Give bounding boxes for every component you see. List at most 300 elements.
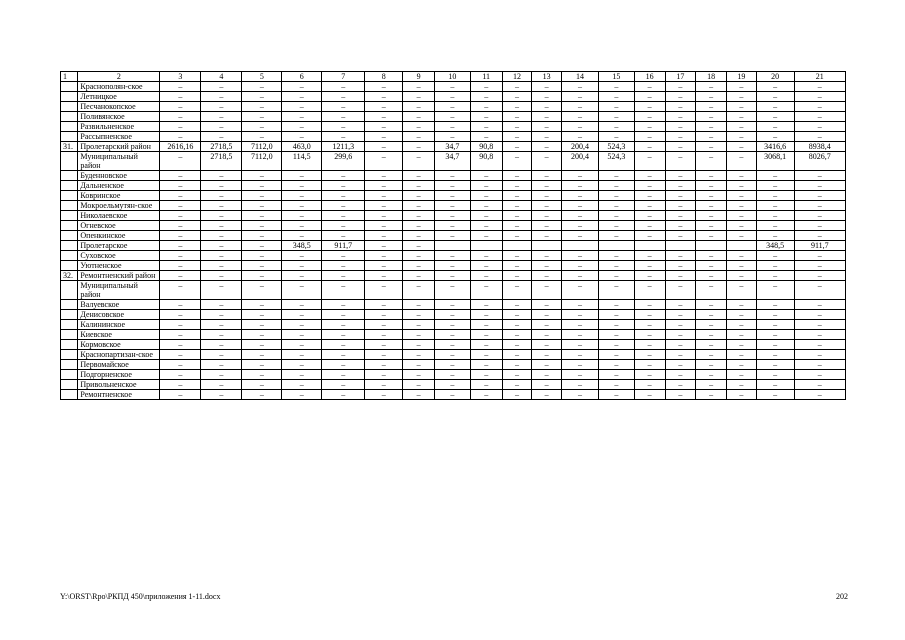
table-cell: – [365, 300, 403, 310]
table-cell: – [322, 102, 365, 112]
table-cell: – [696, 201, 727, 211]
table-cell: – [794, 201, 845, 211]
table-cell: – [665, 201, 696, 211]
table-cell: – [598, 350, 634, 360]
table-cell: – [282, 271, 322, 281]
table-cell: – [794, 92, 845, 102]
table-cell: – [322, 370, 365, 380]
table-cell: – [242, 102, 282, 112]
table-cell: – [794, 390, 845, 400]
table-cell: – [434, 251, 470, 261]
table-cell: – [756, 82, 794, 92]
table-cell: – [282, 390, 322, 400]
table-cell: – [201, 201, 242, 211]
row-name: Рассыпненское [78, 132, 160, 142]
table-cell: – [322, 181, 365, 191]
row-number [61, 310, 78, 320]
row-number [61, 251, 78, 261]
table-cell: – [665, 142, 696, 152]
row-name: Огневское [78, 221, 160, 231]
table-cell: – [502, 132, 532, 142]
table-cell: – [322, 112, 365, 122]
table-cell: – [403, 261, 435, 271]
table-cell: – [434, 380, 470, 390]
table-cell: – [242, 370, 282, 380]
row-name: Дальненское [78, 181, 160, 191]
table-cell: – [322, 171, 365, 181]
table-cell: – [242, 261, 282, 271]
table-cell: – [665, 102, 696, 112]
table-cell: – [434, 191, 470, 201]
table-cell: – [502, 112, 532, 122]
table-cell: – [403, 132, 435, 142]
table-cell: – [598, 330, 634, 340]
table-cell: – [598, 310, 634, 320]
table-cell: – [726, 350, 756, 360]
table-cell: 348,5 [756, 241, 794, 251]
table-cell: – [470, 181, 502, 191]
table-cell: – [634, 340, 665, 350]
table-cell [726, 241, 756, 251]
table-cell: – [502, 380, 532, 390]
table-cell: – [598, 231, 634, 241]
table-cell: – [242, 171, 282, 181]
table-cell: – [532, 320, 562, 330]
column-header: 9 [403, 72, 435, 82]
table-cell: – [434, 201, 470, 211]
table-row [61, 360, 846, 370]
table-cell: – [201, 171, 242, 181]
table-cell: – [726, 181, 756, 191]
row-name: Пролетарский район [78, 142, 160, 152]
table-cell: – [665, 390, 696, 400]
table-cell: – [282, 251, 322, 261]
row-name: Ремонтненское [78, 390, 160, 400]
table-cell: – [665, 112, 696, 122]
table-cell: – [634, 300, 665, 310]
table-cell: – [502, 191, 532, 201]
table-cell: – [696, 340, 727, 350]
table-cell: – [562, 132, 599, 142]
table-cell: – [282, 300, 322, 310]
table-cell: – [160, 390, 201, 400]
table-cell: – [634, 191, 665, 201]
table-cell: – [598, 370, 634, 380]
row-name: Развильненское [78, 122, 160, 132]
table-cell: – [562, 92, 599, 102]
table-cell: – [756, 350, 794, 360]
column-header: 5 [242, 72, 282, 82]
table-row [61, 251, 846, 261]
table-cell [562, 241, 599, 251]
table-cell: – [696, 350, 727, 360]
table-cell: – [634, 360, 665, 370]
table-cell: – [470, 320, 502, 330]
table-row [61, 171, 846, 181]
table-cell: – [562, 380, 599, 390]
table-cell: – [201, 310, 242, 320]
table-cell: – [502, 281, 532, 300]
table-cell: – [726, 340, 756, 350]
table-cell: – [532, 330, 562, 340]
column-header: 14 [562, 72, 599, 82]
table-cell: – [282, 310, 322, 320]
table-cell: – [160, 370, 201, 380]
table-cell: – [282, 370, 322, 380]
table-cell: – [634, 152, 665, 171]
table-cell: – [794, 251, 845, 261]
table-cell: – [726, 102, 756, 112]
table-cell: – [562, 201, 599, 211]
table-cell: – [696, 380, 727, 390]
table-cell: – [434, 132, 470, 142]
table-cell: – [470, 310, 502, 320]
table-cell: – [532, 181, 562, 191]
table-cell: – [322, 201, 365, 211]
table-cell: 3416,6 [756, 142, 794, 152]
table-cell: – [562, 211, 599, 221]
table-cell: – [726, 171, 756, 181]
table-cell: – [562, 122, 599, 132]
table-cell: – [201, 112, 242, 122]
table-cell: – [532, 390, 562, 400]
table-cell: – [365, 281, 403, 300]
table-cell: – [532, 350, 562, 360]
table-cell: – [470, 360, 502, 370]
table-cell: – [562, 300, 599, 310]
table-cell: – [322, 261, 365, 271]
table-cell: – [562, 350, 599, 360]
table-cell: – [532, 370, 562, 380]
table-cell: – [470, 211, 502, 221]
table-cell: – [696, 271, 727, 281]
row-name: Валуевское [78, 300, 160, 310]
table-cell: – [160, 82, 201, 92]
table-row [61, 132, 846, 142]
table-cell: – [403, 251, 435, 261]
table-cell: – [322, 122, 365, 132]
table-row [61, 152, 846, 171]
table-cell: – [282, 181, 322, 191]
table-cell: – [696, 181, 727, 191]
table-row [61, 181, 846, 191]
table-cell: – [282, 82, 322, 92]
row-name: Ковринское [78, 191, 160, 201]
table-cell: – [562, 370, 599, 380]
table-cell: – [696, 92, 727, 102]
table-cell: – [403, 360, 435, 370]
table-cell: – [502, 221, 532, 231]
table-cell: – [665, 350, 696, 360]
table-cell: – [434, 281, 470, 300]
table-cell: – [365, 102, 403, 112]
table-cell: – [282, 132, 322, 142]
table-cell: – [598, 171, 634, 181]
table-cell: – [365, 261, 403, 271]
table-cell: – [242, 112, 282, 122]
table-cell: – [756, 201, 794, 211]
table-cell: – [696, 370, 727, 380]
table-cell: – [365, 360, 403, 370]
row-name: Муниципальный район [78, 152, 160, 171]
row-number [61, 112, 78, 122]
table-cell: – [160, 112, 201, 122]
row-number [61, 241, 78, 251]
table-cell: – [562, 82, 599, 92]
table-cell: – [794, 122, 845, 132]
table-cell: – [365, 340, 403, 350]
table-cell: – [598, 102, 634, 112]
table-cell: – [665, 370, 696, 380]
row-number [61, 221, 78, 231]
table-cell: – [502, 271, 532, 281]
table-cell: – [470, 370, 502, 380]
table-cell [696, 241, 727, 251]
table-cell: – [726, 211, 756, 221]
table-cell: – [598, 112, 634, 122]
table-cell: – [242, 122, 282, 132]
table-cell: – [665, 122, 696, 132]
table-cell: – [794, 330, 845, 340]
table-cell: – [794, 281, 845, 300]
table-cell: – [470, 171, 502, 181]
table-cell: – [160, 360, 201, 370]
table-cell: – [470, 92, 502, 102]
table-cell: 34,7 [434, 142, 470, 152]
table-cell: – [756, 271, 794, 281]
table-cell: – [403, 112, 435, 122]
table-cell: – [634, 181, 665, 191]
table-cell: – [598, 281, 634, 300]
table-cell: – [365, 92, 403, 102]
table-cell: – [665, 191, 696, 201]
table-cell: – [598, 380, 634, 390]
table-cell: – [403, 82, 435, 92]
table-cell: – [403, 380, 435, 390]
column-header: 4 [201, 72, 242, 82]
table-cell: – [665, 320, 696, 330]
table-cell: – [322, 211, 365, 221]
table-cell: – [403, 390, 435, 400]
table-cell: – [403, 241, 435, 251]
table-cell: – [403, 330, 435, 340]
table-cell: – [502, 82, 532, 92]
table-cell: – [365, 310, 403, 320]
table-cell: – [201, 211, 242, 221]
table-cell: – [756, 370, 794, 380]
table-cell: – [160, 310, 201, 320]
table-cell: – [322, 132, 365, 142]
table-cell: – [282, 340, 322, 350]
table-cell: – [201, 370, 242, 380]
table-cell: – [726, 132, 756, 142]
table-cell: – [160, 231, 201, 241]
table-cell: – [634, 211, 665, 221]
table-cell: – [201, 82, 242, 92]
table-cell [502, 241, 532, 251]
table-cell: – [365, 181, 403, 191]
table-cell: – [282, 92, 322, 102]
table-cell: – [322, 271, 365, 281]
table-cell: – [756, 340, 794, 350]
table-cell: – [160, 132, 201, 142]
row-name: Уютненское [78, 261, 160, 271]
table-cell: – [598, 340, 634, 350]
table-cell: – [794, 340, 845, 350]
table-cell: – [160, 320, 201, 330]
table-cell: – [532, 300, 562, 310]
table-cell: – [322, 231, 365, 241]
table-cell: – [434, 330, 470, 340]
table-cell: – [322, 320, 365, 330]
table-cell: – [726, 221, 756, 231]
table-cell: – [634, 142, 665, 152]
row-number [61, 300, 78, 310]
table-cell: – [794, 112, 845, 122]
table-cell: – [160, 281, 201, 300]
table-cell: – [502, 152, 532, 171]
table-cell: – [242, 82, 282, 92]
table-cell: – [160, 251, 201, 261]
table-cell: – [282, 201, 322, 211]
table-cell: – [365, 231, 403, 241]
table-row [61, 300, 846, 310]
table-cell: – [242, 310, 282, 320]
table-cell: – [665, 181, 696, 191]
table-cell: – [794, 211, 845, 221]
table-cell: – [532, 310, 562, 320]
table-cell: – [665, 340, 696, 350]
table-cell: – [665, 82, 696, 92]
table-cell: – [562, 320, 599, 330]
table-cell: – [794, 132, 845, 142]
table-cell: – [634, 82, 665, 92]
table-cell: – [532, 132, 562, 142]
column-header: 16 [634, 72, 665, 82]
table-cell: – [201, 92, 242, 102]
table-cell: – [502, 360, 532, 370]
table-cell: – [756, 181, 794, 191]
table-cell: – [532, 152, 562, 171]
table-cell: – [598, 132, 634, 142]
table-cell: – [532, 92, 562, 102]
table-cell: – [434, 122, 470, 132]
row-name: Ремонтненский район [78, 271, 160, 281]
table-cell: – [532, 211, 562, 221]
column-header: 21 [794, 72, 845, 82]
table-cell: – [470, 261, 502, 271]
table-cell: – [532, 82, 562, 92]
row-name: Первомайское [78, 360, 160, 370]
table-cell: – [242, 92, 282, 102]
table-cell [532, 241, 562, 251]
table-cell: – [470, 102, 502, 112]
table-cell: – [756, 310, 794, 320]
table-cell: – [365, 132, 403, 142]
table-cell [598, 241, 634, 251]
table-cell: – [598, 221, 634, 231]
table-cell: – [160, 171, 201, 181]
table-row [61, 221, 846, 231]
table-cell [434, 241, 470, 251]
table-cell: – [696, 310, 727, 320]
table-cell: – [322, 360, 365, 370]
table-cell: – [242, 320, 282, 330]
table-cell: – [562, 112, 599, 122]
row-number [61, 181, 78, 191]
table-cell: – [201, 132, 242, 142]
table-cell: – [665, 171, 696, 181]
table-cell: – [532, 201, 562, 211]
table-row [61, 340, 846, 350]
table-row [61, 310, 846, 320]
table-cell: – [403, 122, 435, 132]
table-cell: – [242, 340, 282, 350]
table-cell: – [598, 251, 634, 261]
table-cell: – [532, 271, 562, 281]
table-cell: – [502, 261, 532, 271]
table-cell: – [696, 171, 727, 181]
table-cell: – [794, 380, 845, 390]
table-cell: – [756, 211, 794, 221]
table-cell: – [726, 152, 756, 171]
table-cell: – [634, 221, 665, 231]
column-header: 6 [282, 72, 322, 82]
table-cell: – [242, 191, 282, 201]
table-cell: – [403, 211, 435, 221]
data-table [60, 71, 846, 400]
table-cell: – [502, 142, 532, 152]
table-cell: – [634, 92, 665, 102]
table-cell: – [502, 390, 532, 400]
table-row [61, 271, 846, 281]
table-cell: – [160, 340, 201, 350]
table-cell: – [726, 281, 756, 300]
row-number: 32. [61, 271, 78, 281]
table-cell: – [201, 380, 242, 390]
table-cell: – [562, 281, 599, 300]
table-cell: – [365, 370, 403, 380]
table-cell: – [794, 300, 845, 310]
table-cell: – [598, 261, 634, 271]
table-cell: – [665, 261, 696, 271]
table-cell: – [756, 390, 794, 400]
table-cell: 8938,4 [794, 142, 845, 152]
table-cell: – [201, 122, 242, 132]
header-row [61, 72, 846, 82]
table-cell: – [434, 340, 470, 350]
column-header: 12 [502, 72, 532, 82]
table-cell: – [696, 221, 727, 231]
table-cell: – [470, 112, 502, 122]
table-cell: – [434, 112, 470, 122]
table-cell: – [502, 320, 532, 330]
row-number [61, 122, 78, 132]
table-cell: – [756, 191, 794, 201]
table-cell: – [598, 390, 634, 400]
table-cell: – [726, 320, 756, 330]
row-number [61, 171, 78, 181]
table-cell: – [502, 201, 532, 211]
table-cell: – [403, 191, 435, 201]
table-cell: – [282, 112, 322, 122]
table-cell: – [403, 231, 435, 241]
table-cell: – [562, 261, 599, 271]
table-cell: – [470, 201, 502, 211]
row-name: Пролетарское [78, 241, 160, 251]
table-cell: – [756, 251, 794, 261]
table-cell: – [470, 191, 502, 201]
